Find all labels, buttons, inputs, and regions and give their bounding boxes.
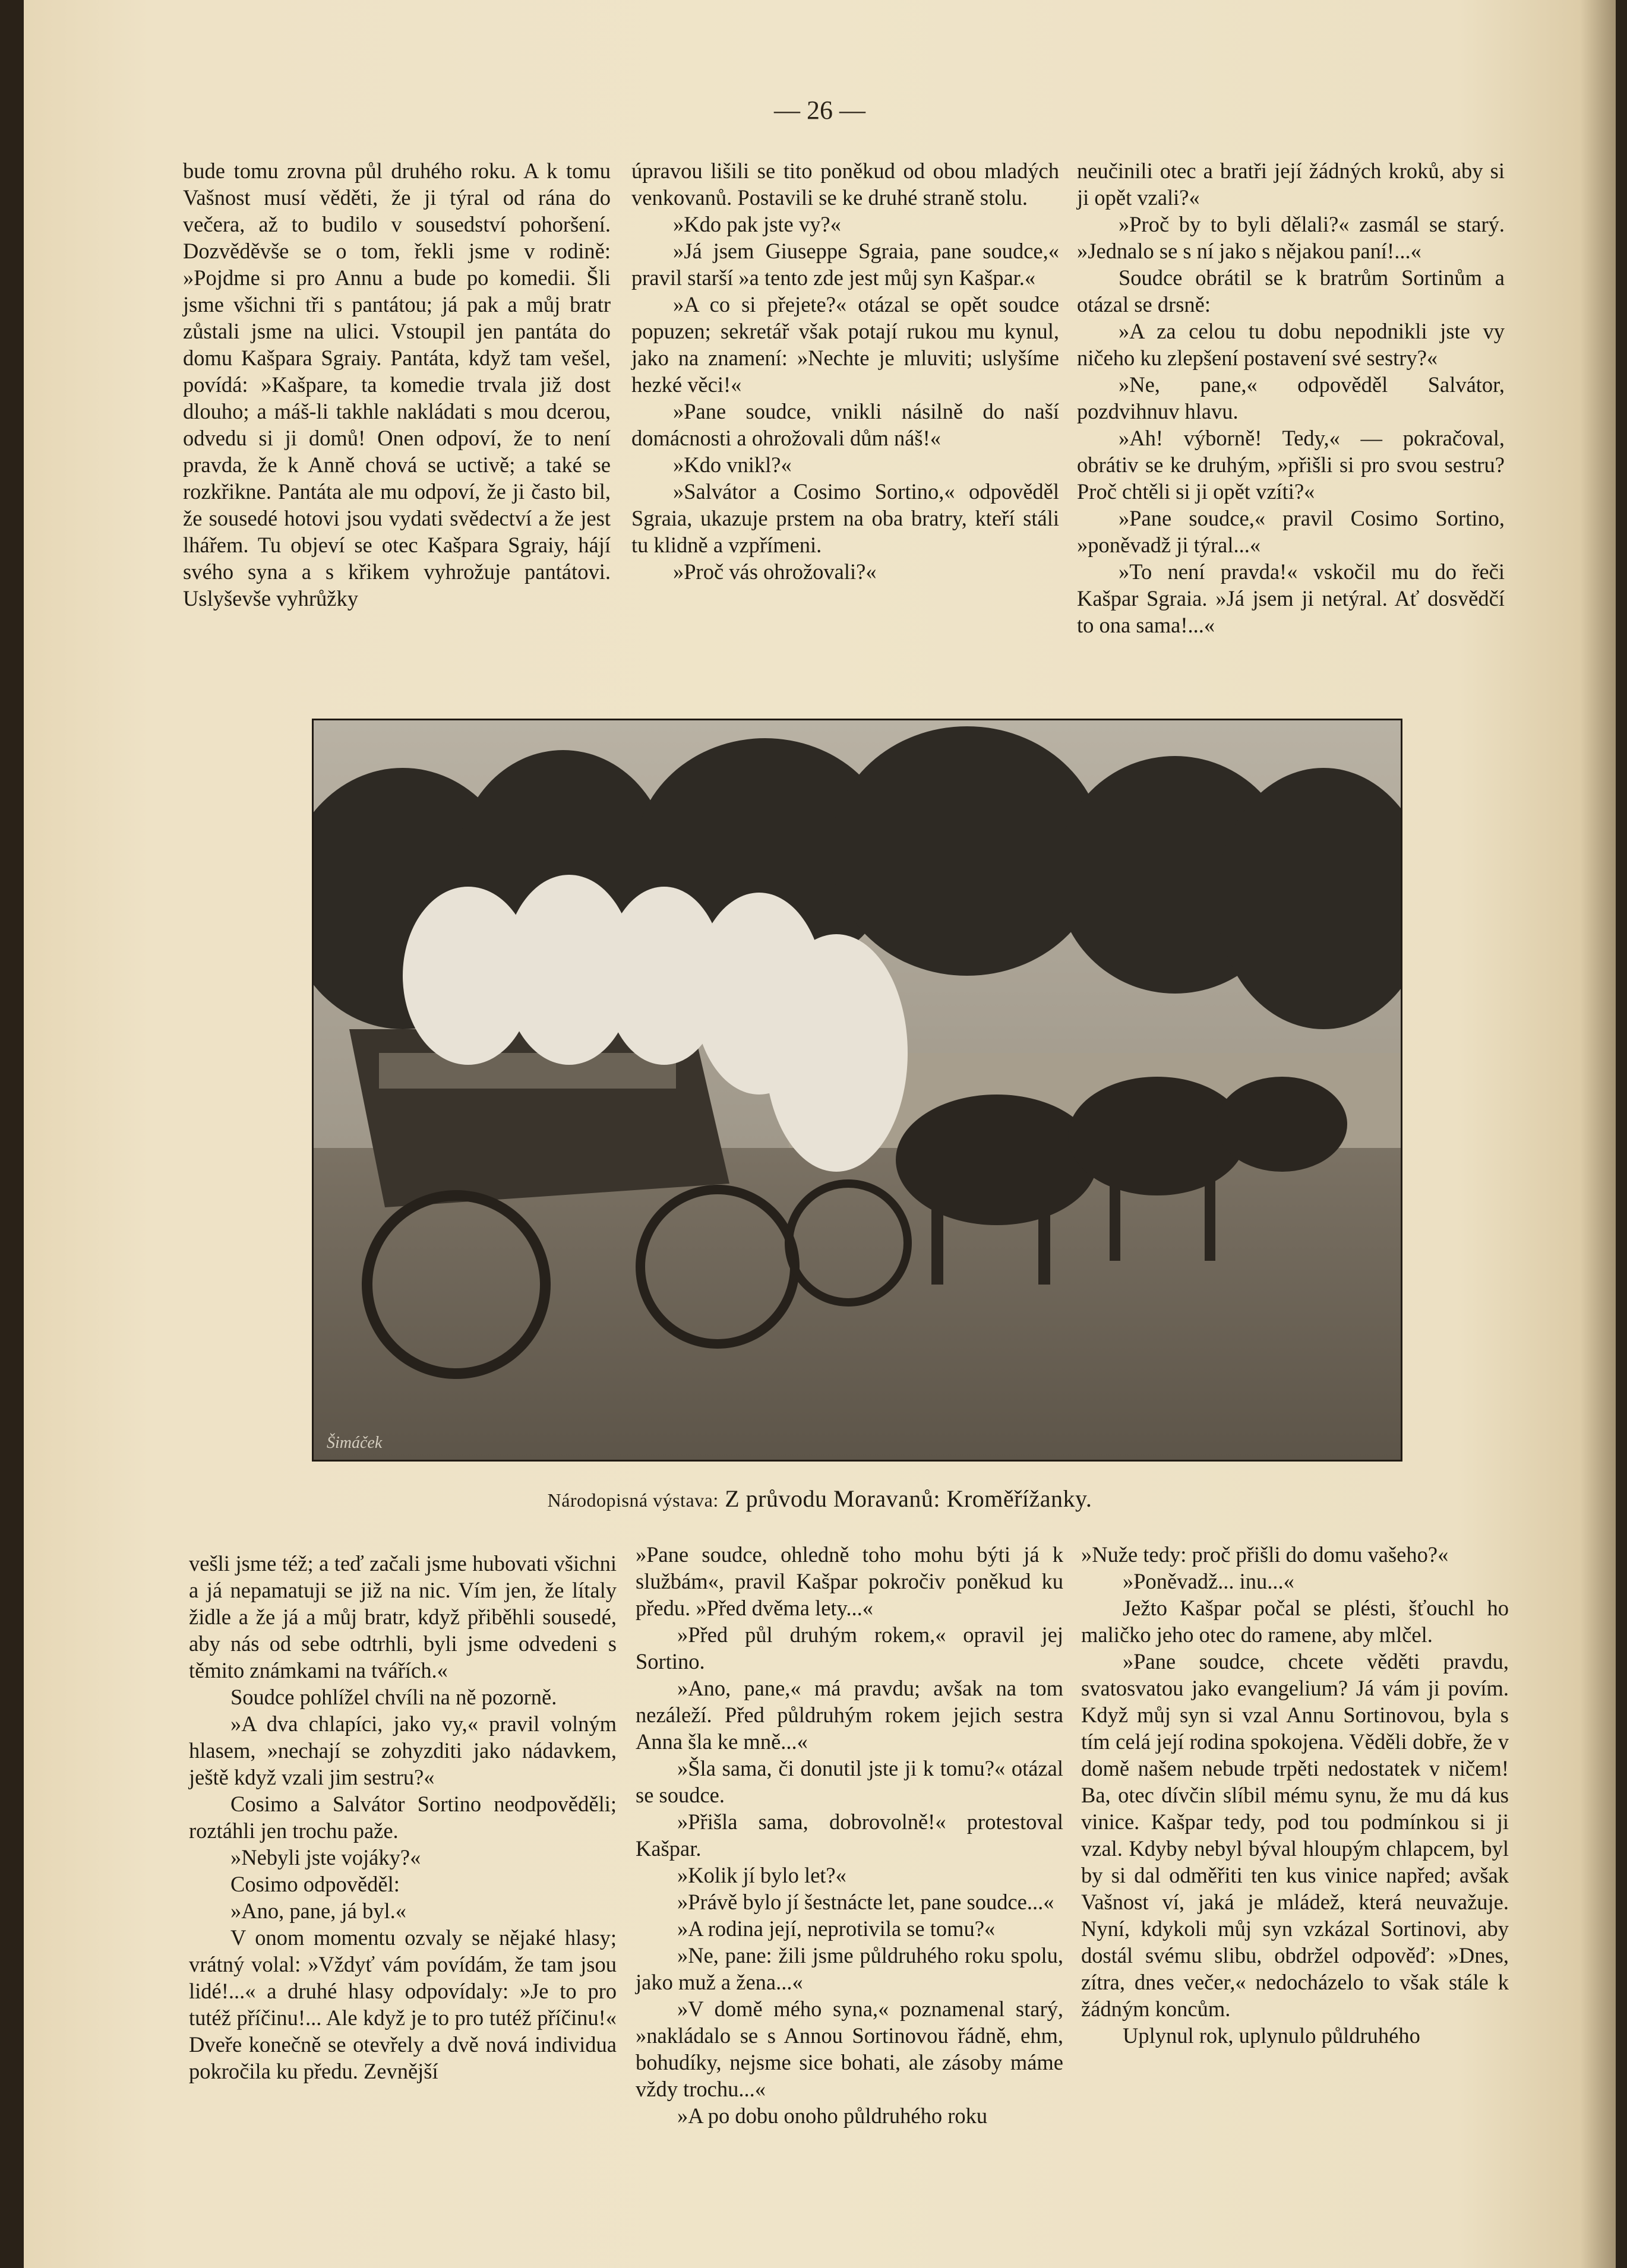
paragraph: »A za celou tu dobu nepodnikli jste vy ničeho ku zlepšení postavení své sestry?« — [1077, 319, 1505, 370]
photo-illustration — [314, 720, 1401, 1460]
paragraph: »Kdo pak jste vy?« — [673, 212, 841, 236]
paragraph: »A rodina její, neprotivila se tomu?« — [677, 1916, 996, 1941]
paragraph: »Poněvadž... inu...« — [1123, 1569, 1294, 1593]
photo-caption — [24, 1485, 1616, 1513]
paragraph: »Ano, pane, já byl.« — [230, 1899, 406, 1923]
paragraph: V onom momentu ozvaly se nějaké hlasy; vrátný volal: »Vždyť vám povídám, že tam jsou lidé!...« a druhé hlasy odpovídaly: »Je to pro tutéž příčinu!... Ale když je to pro tutéž příčinu!« Dveře konečně se otevřely a dvě nová individua pokročila ku předu. Zevnější — [189, 1925, 617, 2083]
caption-prefix: Národopisná výstava: — [547, 1489, 719, 1511]
paragraph: »Ah! výborně! Tedy,« — pokračoval, obrátiv se ke druhým, »přišli si pro svou sestru? Proč chtěli si ji opět vzíti?« — [1077, 426, 1505, 504]
paragraph: bude tomu zrovna půl druhého roku. A k tomu Vašnost musí věděti, že ji týral od rána do večera, až to budilo v sousedství pohoršení. Dozvěděvše se o tom, řekli jsme v rodině: »Pojdme si pro Annu a bude po komedii. Šli jsme všichni tři s pantátou; já pak a můj bratr zůstali jsme na ulici. Vstoupil jen pantáta do domu Kašpara Sgraiy. Pantáta, když tam vešel, povídá: »Kašpare, ta komedie trvala již dost dlouho; a máš-li takhle nakládati s mou dcerou, odvedu si ji domů! Onen odpoví, že to není pravda, že k Anně chová se uctivě; a také se rozkřikne. Pantáta ale mu odpoví, že ji často bil, že sousedé hotovi jsou vydati svědectví a že jest lhářem. Tu objeví se otec Kašpara Sgraiy, hájí svého syna a s křikem vyhrožuje pantátovi. Uslyševše vyhrůžky — [183, 159, 611, 611]
paragraph: »Já jsem Giuseppe Sgraia, pane soudce,« pravil starší »a tento zde jest můj syn Kašpar.« — [631, 239, 1059, 290]
paragraph: »Právě bylo jí šestnácte let, pane soudce...« — [677, 1890, 1054, 1914]
paragraph: »Ne, pane: žili jsme půldruhého roku spolu, jako muž a žena...« — [636, 1943, 1063, 1994]
paragraph: neučinili otec a bratři její žádných kroků, aby si ji opět vzali?« — [1077, 159, 1505, 210]
top-column-right — [1077, 157, 1505, 638]
bottom-column-middle — [636, 1541, 1063, 2129]
paragraph: »Pane soudce, ohledně toho mohu býti já k službám«, pravil Kašpar pokročiv poněkud ku předu. »Před dvěma lety...« — [636, 1542, 1063, 1620]
paragraph: »Nuže tedy: proč přišli do domu vašeho?« — [1081, 1542, 1449, 1567]
paragraph: »To není pravda!« vskočil mu do řeči Kašpar Sgraia. »Já jsem ji netýral. Ať dosvědčí to ona sama!...« — [1077, 559, 1505, 637]
paragraph: »Pane soudce,« pravil Cosimo Sortino, »poněvadž ji týral...« — [1077, 506, 1505, 557]
paragraph: »A po dobu onoho půldruhého roku — [677, 2103, 988, 2128]
paragraph: Uplynul rok, uplynulo půldruhého — [1123, 2023, 1420, 2048]
bottom-column-right — [1081, 1541, 1509, 2049]
paragraph: úpravou lišili se tito poněkud od obou mladých venkovanů. Postavili se ke druhé straně stolu. — [631, 159, 1059, 210]
paragraph: »Šla sama, či donutil jste ji k tomu?« otázal se soudce. — [636, 1756, 1063, 1807]
paragraph: »Ne, pane,« odpověděl Salvátor, pozdvihnuv hlavu. — [1077, 372, 1505, 423]
paragraph: »Proč vás ohrožovali?« — [673, 559, 877, 584]
top-column-left — [183, 157, 611, 612]
page-shadow — [1580, 0, 1616, 2268]
paragraph: »Přišla sama, dobrovolně!« protestoval Kašpar. — [636, 1810, 1063, 1861]
paragraph: »Kolik jí bylo let?« — [677, 1863, 846, 1887]
paragraph: »Proč by to byli dělali?« zasmál se starý. »Jednalo se s ní jako s nějakou paní!...« — [1077, 212, 1505, 263]
paragraph: Soudce pohlížel chvíli na ně pozorně. — [230, 1685, 557, 1709]
caption-text: Z průvodu Moravanů: Kroměřížanky. — [725, 1485, 1092, 1512]
bottom-column-left — [189, 1550, 617, 2084]
page-number: — 26 — — [774, 96, 865, 125]
paragraph: »V domě mého syna,« poznamenal starý, »nakládalo se s Annou Sortinovou řádně, ehm, bohudíky, nejsme sice bohati, ale zásoby máme vždy trochu...« — [636, 1997, 1063, 2101]
paragraph: »Salvátor a Cosimo Sortino,« odpověděl Sgraia, ukazuje prstem na oba bratry, kteří stáli tu klidně a vzpřímeni. — [631, 479, 1059, 557]
paragraph: vešli jsme též; a teď začali jsme hubovati všichni a já nepamatuji se již na nic. Vím jen, že lítaly židle a že já a můj bratr, když přiběhli sousedé, aby nás od sebe odtrhli, byli jsme odvedeni s těmito známkami na tvářích.« — [189, 1551, 617, 1682]
paragraph: »A dva chlapíci, jako vy,« pravil volným hlasem, »nechají se zohyzditi jako nádavkem, ještě když vzali jim sestru?« — [189, 1712, 617, 1789]
page — [24, 0, 1616, 2268]
paragraph: »Před půl druhým rokem,« opravil jej Sortino. — [636, 1622, 1063, 1674]
paragraph: »Pane soudce, vnikli násilně do naší domácnosti a ohrožovali dům náš!« — [631, 399, 1059, 450]
paragraph: »A co si přejete?« otázal se opět soudce popuzen; sekretář však potají rukou mu kynul, jako na znamení: »Nechte je mluviti; uslyšíme hezké věci!« — [631, 292, 1059, 397]
paragraph: »Nebyli jste vojáky?« — [230, 1845, 421, 1870]
photograph — [312, 719, 1402, 1462]
paragraph: »Kdo vnikl?« — [673, 453, 792, 477]
paragraph: »Ano, pane,« má pravdu; avšak na tom nezáleží. Před půldruhým rokem jejich sestra Anna šla ke mně...« — [636, 1676, 1063, 1754]
paragraph: Soudce obrátil se k bratrům Sortinům a otázal se drsně: — [1077, 265, 1505, 317]
top-column-middle — [631, 157, 1059, 585]
photographer-signature: Šimáček — [327, 1434, 383, 1452]
paragraph: Cosimo a Salvátor Sortino neodpověděli; roztáhli jen trochu paže. — [189, 1792, 617, 1843]
paragraph: Cosimo odpověděl: — [230, 1872, 400, 1896]
paragraph: »Pane soudce, chcete věděti pravdu, svatosvatou jako evangelium? Já vám ji povím. Když můj syn si vzal Annu Sortinovou, byla s tím celá její rodina spokojena. Věděli dobře, že v domě našem nebude trpěti nedostatek v ničem! Ba, otec dívčin slíbil mému synu, že mu dá kus vinice. Kašpar tedy, pod tou podmínkou si ji vzal. Kdyby nebyl býval hloupým chlapcem, byl by si dal odměřiti ten kus vinice napřed; avšak Vašnost ví, jaká je mládež, která neuvažuje. Nyní, kdykoli můj syn vzkázal Sortinovi, aby dostál svému slibu, obdržel odpověď: »Dnes, zítra, dnes večer,« nedocházelo to však stále k žádným koncům. — [1081, 1649, 1509, 2021]
paragraph: Ježto Kašpar počal se plésti, šťouchl ho maličko jeho otec do ramene, aby mlčel. — [1081, 1596, 1509, 1647]
